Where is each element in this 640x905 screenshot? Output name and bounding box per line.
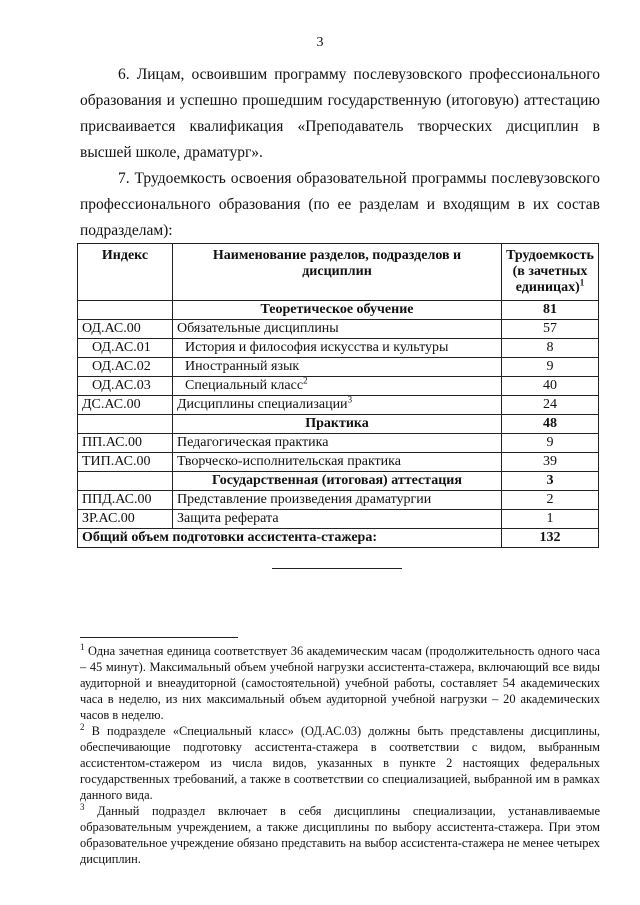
footnote <box>80 723 600 803</box>
paragraph-7 <box>80 166 600 244</box>
row-credits: 1 <box>502 510 599 529</box>
footnote-text: Одна зачетная единица соответствует 36 академическим часам (продолжительность одного часа – 45 минут). Максимальный объем учебной нагрузки ассистента-стажера, включающий все виды аудиторной и внеаудиторной (самостоятельной) учебной работы, составляет 54 академических часа в неделю, из них максимальный объем аудиторной учебной нагрузки – 20 академических часов в неделю. <box>80 644 600 722</box>
header-credits <box>502 244 599 301</box>
header-credits-text: Трудоемкость (в зачетных единицах) <box>506 248 594 295</box>
row-name-text: Государственная (итоговая) аттестация <box>212 473 462 488</box>
table-row <box>78 491 599 510</box>
row-credits: 9 <box>502 358 599 377</box>
table-row <box>78 339 599 358</box>
row-name-text: Защита реферата <box>177 511 279 526</box>
row-name-text: Дисциплины специализации <box>177 397 348 412</box>
table-row <box>78 320 599 339</box>
row-name-text: Обязательные дисциплины <box>177 321 339 336</box>
section-row <box>78 415 599 434</box>
curriculum-table <box>77 243 599 548</box>
row-name <box>173 377 502 396</box>
row-name-text: Теоретическое обучение <box>260 302 414 317</box>
footnote-ref: 2 <box>303 375 308 386</box>
footnote-ref-1: 1 <box>579 277 585 288</box>
separator-line <box>272 568 402 569</box>
footnote-text: Данный подраздел включает в себя дисциплины специализации, устанавливаемые образовательным учреждением, а также дисциплины по выбору ассистента-стажера. При этом образовательное учреждение обязано представить на выбор ассистента-стажера не менее четырех дисциплин. <box>80 804 600 866</box>
total-credits: 132 <box>502 529 599 548</box>
footnote <box>80 643 600 723</box>
page-number: 3 <box>316 35 324 50</box>
footnote-mark: 2 <box>80 721 85 732</box>
section-row <box>78 301 599 320</box>
row-credits: 9 <box>502 434 599 453</box>
paragraph-6-text: 6. Лицам, освоившим программу послевузовского профессионального образования и успешно прошедшим государственную (итоговую) аттестацию присваивается квалификация «Преподаватель творческих дисциплин в высшей школе, драматург». <box>80 66 600 161</box>
row-name-text: Практика <box>305 416 369 431</box>
row-credits: 24 <box>502 396 599 415</box>
row-index: ОД.АС.00 <box>78 320 173 339</box>
row-name <box>173 510 502 529</box>
row-name <box>173 339 502 358</box>
row-name <box>173 472 502 491</box>
table-row <box>78 434 599 453</box>
row-credits: 81 <box>502 301 599 320</box>
row-name-text: История и философия искусства и культуры <box>185 340 449 355</box>
row-name <box>173 491 502 510</box>
row-name <box>173 434 502 453</box>
footnote-rule <box>80 637 238 638</box>
header-name: Наименование разделов, подразделов и дисциплин <box>173 244 502 301</box>
header-index: Индекс <box>78 244 173 301</box>
row-name <box>173 415 502 434</box>
footnote <box>80 803 600 867</box>
row-name <box>173 301 502 320</box>
total-label: Общий объем подготовки ассистента-стажера: <box>78 529 502 548</box>
footnotes <box>80 643 600 867</box>
row-name-text: Педагогическая практика <box>177 435 329 450</box>
row-name <box>173 396 502 415</box>
row-credits: 40 <box>502 377 599 396</box>
paragraph-7-text: 7. Трудоемкость освоения образовательной программы послевузовского профессионального образования (по ее разделам и входящим в их состав подразделам): <box>80 170 600 239</box>
section-row <box>78 472 599 491</box>
table-row <box>78 510 599 529</box>
row-name <box>173 320 502 339</box>
row-index: ЗР.АС.00 <box>78 510 173 529</box>
row-index: ПП.АС.00 <box>78 434 173 453</box>
row-credits: 39 <box>502 453 599 472</box>
table-body <box>78 301 599 529</box>
table-header-row <box>78 244 599 301</box>
row-name <box>173 453 502 472</box>
row-credits: 8 <box>502 339 599 358</box>
row-index <box>78 472 173 491</box>
footnote-ref: 3 <box>347 394 353 405</box>
row-name-text: Специальный класс <box>185 378 304 393</box>
row-credits: 3 <box>502 472 599 491</box>
row-index <box>78 415 173 434</box>
paragraph-6 <box>80 62 600 166</box>
row-name-text: Творческо-исполнительская практика <box>177 454 401 469</box>
table-row <box>78 358 599 377</box>
row-credits: 57 <box>502 320 599 339</box>
row-index: ОД.АС.01 <box>78 339 173 358</box>
table-row <box>78 377 599 396</box>
row-index <box>78 301 173 320</box>
table-row <box>78 396 599 415</box>
footnote-mark: 3 <box>80 801 85 812</box>
table-row <box>78 453 599 472</box>
footnote-text: В подразделе «Специальный класс» (ОД.АС.03) должны быть представлены дисциплины, обеспечивающие подготовку ассистента-стажера в соответствии с видом, выбранным ассистентом-стажером из числа видов, указанных в пункте 2 настоящих федеральных государственных требований, а также в соответствии со специализацией, выбранной им в рамках данного вида. <box>80 724 600 802</box>
row-index: ППД.АС.00 <box>78 491 173 510</box>
row-credits: 2 <box>502 491 599 510</box>
row-index: ТИП.АС.00 <box>78 453 173 472</box>
row-index: ОД.АС.03 <box>78 377 173 396</box>
row-name-text: Иностранный язык <box>185 359 300 374</box>
row-index: ДС.АС.00 <box>78 396 173 415</box>
total-row <box>78 529 599 548</box>
footnote-mark: 1 <box>80 641 85 652</box>
row-index: ОД.АС.02 <box>78 358 173 377</box>
row-name <box>173 358 502 377</box>
row-credits: 48 <box>502 415 599 434</box>
row-name-text: Представление произведения драматургии <box>177 492 432 507</box>
